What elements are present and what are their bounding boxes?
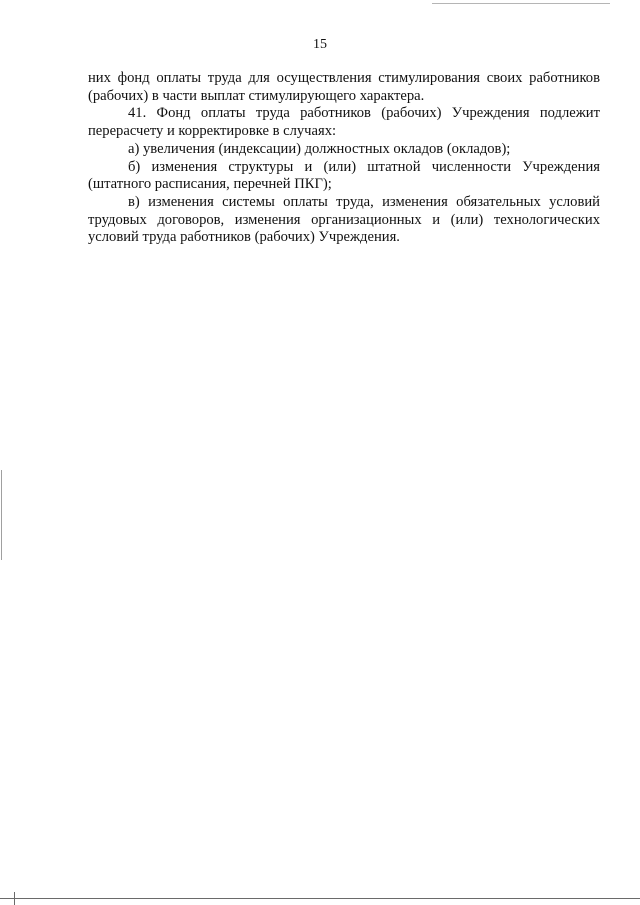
- paragraph-continuation: них фонд оплаты труда для осуществления стимулирования своих работников (рабочих) в части выплат стимулирующего характера.: [88, 70, 600, 104]
- scan-edge-bottom: [0, 898, 640, 899]
- paragraph-item-41: 41. Фонд оплаты труда работников (рабочих) Учреждения подлежит перерасчету и корректировке в случаях:: [88, 105, 600, 140]
- paragraph-subitem-v: в) изменения системы оплаты труда, изменения обязательных условий трудовых договоров, изменения организационных и (или) технологических условий труда работников (рабочих) Учреждения.: [88, 193, 600, 246]
- scan-edge-left: [1, 470, 2, 560]
- document-body: [88, 70, 600, 247]
- scan-edge-top: [432, 3, 610, 4]
- page-number: 15: [313, 37, 327, 52]
- paragraph-subitem-b: б) изменения структуры и (или) штатной численности Учреждения (штатного расписания, перечней ПКГ);: [88, 158, 600, 193]
- paragraph-subitem-a: а) увеличения (индексации) должностных окладов (окладов);: [128, 140, 511, 157]
- scan-edge-corner: [14, 892, 15, 905]
